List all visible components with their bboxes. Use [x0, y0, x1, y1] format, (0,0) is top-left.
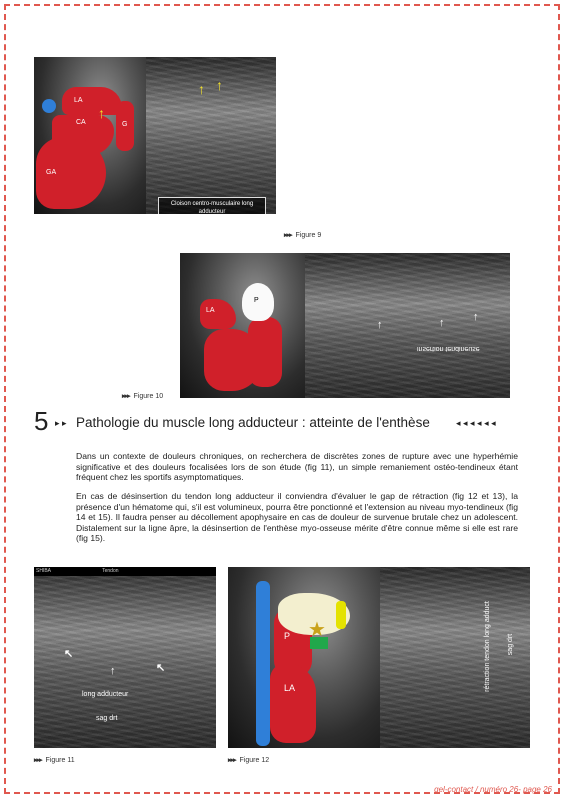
- label-retraction: rétraction tendon long adduct: [483, 601, 491, 692]
- label-la: LA: [74, 97, 83, 104]
- figure-12-mri: [228, 567, 380, 748]
- figure-10-ultrasound: [305, 253, 510, 398]
- star-icon: ★: [308, 619, 326, 641]
- label-ca: CA: [76, 119, 86, 126]
- label-la: LA: [206, 307, 215, 314]
- label-sag-drt: sag drt: [507, 633, 515, 656]
- caption-arrows-icon: ▸▸▸: [228, 757, 236, 764]
- section-title: Pathologie du muscle long adducteur : atteinte de l'enthèse: [76, 415, 430, 430]
- figure-9-caption: ▸▸▸ Figure 9: [284, 232, 322, 239]
- arrow-up-icon: ↑: [216, 77, 223, 93]
- figure-9-annotation: Cloison centro-musculaire long adducteur: [158, 197, 266, 214]
- arrow-up-icon: ↑: [473, 311, 479, 323]
- figure-9-mri: [34, 57, 146, 214]
- arrow-up-icon: ↑: [439, 317, 445, 329]
- arrow-up-icon: ↑: [110, 665, 116, 677]
- section-marker: ▸ ▸: [55, 418, 67, 428]
- caption-arrows-icon: ▸▸▸: [284, 232, 292, 239]
- label-long-adducteur: long adducteur: [82, 691, 129, 698]
- arrow-up-icon: ↖: [64, 648, 74, 660]
- arrow-up-icon: ↑: [198, 81, 205, 97]
- arrow-up-icon: ↑: [377, 319, 383, 331]
- caption-arrows-icon: ▸▸▸: [34, 757, 42, 764]
- figure-11-ultrasound: [34, 567, 216, 748]
- label-sag-drt: sag drt: [96, 715, 118, 722]
- figure-12-caption: ▸▸▸ Figure 12: [228, 757, 270, 764]
- label-la: LA: [284, 683, 296, 693]
- body-paragraph-2: En cas de désinsertion du tendon long adducteur il conviendra d'évaluer le gap de rétraction (fig 12 et 13), la présence d'un hématome qui, s'il est volumineux, pourra être ponctionné et l'extension au niveau myo-tendineux (fig 14 et 15). Il faudra penser au décollement apophysaire en cas de douleur de survenue brutale chez un adolescent. Distalement sur la ligne âpre, la désinsertion de l'enthèse myo-osseuse mérite d'être connue même si elle est rare (fig 15).: [76, 491, 518, 544]
- label-p: P: [284, 631, 291, 641]
- arrow-up-icon: ↖: [156, 662, 166, 674]
- section-number: 5: [34, 406, 49, 436]
- label-ga: GA: [46, 169, 57, 176]
- section-trail: ◂ ◂ ◂ ◂ ◂ ◂: [456, 418, 496, 428]
- figure-10-mri: [180, 253, 305, 398]
- mirrored-label: insertion tendineuse: [417, 345, 480, 352]
- us-topbar: SHIBA Tendon: [34, 567, 216, 576]
- figure-10-caption: ▸▸▸ Figure 10: [122, 393, 164, 400]
- figure-9-ultrasound: [146, 57, 276, 214]
- page-footer: gel-contact / numéro 26- page 26: [434, 785, 552, 794]
- figure-11-caption: ▸▸▸ Figure 11: [34, 757, 75, 764]
- caption-arrows-icon: ▸▸▸: [122, 393, 130, 400]
- arrow-up-icon: ↑: [98, 105, 105, 121]
- label-g: G: [122, 121, 128, 128]
- body-paragraph-1: Dans un contexte de douleurs chroniques, on recherchera de discrètes zones de rupture avec une hyperhémie significative et des douleurs focalisées lors de son étude (fig 11), un simple remaniement ostéo-tendineux étant fréquent chez les sportifs asymptomatiques.: [76, 451, 518, 483]
- label-p: P: [254, 297, 259, 304]
- figure-12-ultrasound: [380, 567, 530, 748]
